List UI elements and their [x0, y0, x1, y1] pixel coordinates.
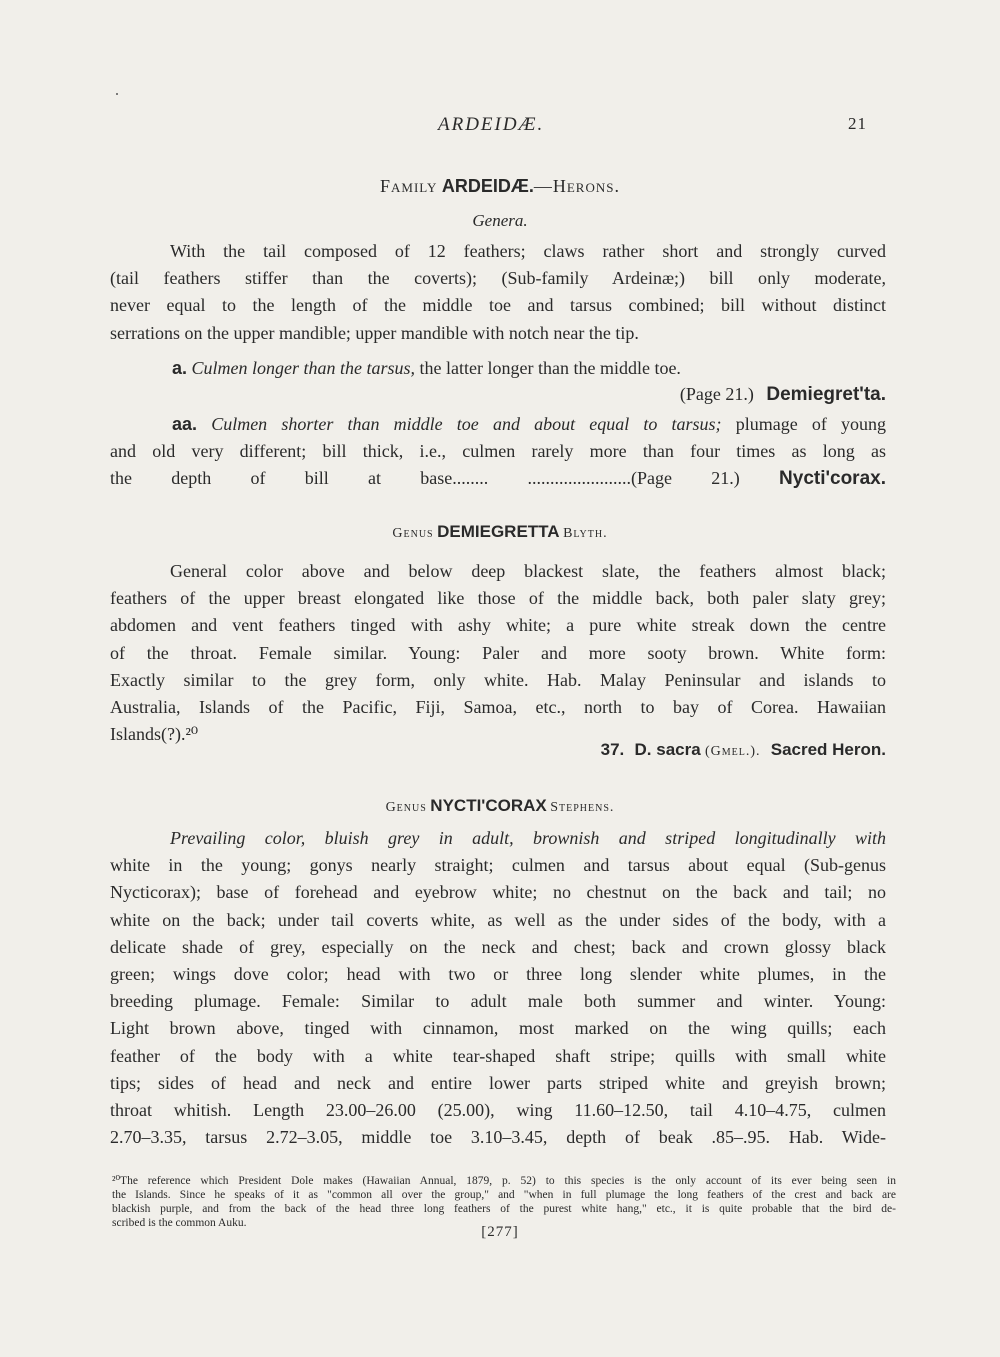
- desc-line: Nycticorax); base of forehead and eyebrow white; no chestnut on the back and tail; no: [110, 882, 886, 903]
- footer-page-number: [277]: [481, 1224, 519, 1240]
- key-a-page-ref: (Page 21.): [679, 384, 754, 404]
- desc-line: white on the back; under tail coverts white, as well as the under sides of the body, with a: [110, 909, 886, 930]
- desc-line: feathers of the upper breast elongated like those of the middle back, both paler slaty grey;: [110, 588, 886, 609]
- key-aa-marker: aa.: [172, 414, 198, 434]
- desc-line: Australia, Islands of the Pacific, Fiji, Samoa, etc., north to bay of Corea. Hawaiian: [110, 697, 886, 718]
- demiegretta-description: [110, 558, 886, 748]
- species-number: 37.: [600, 740, 625, 759]
- key-a-marker: a.: [172, 358, 188, 378]
- running-head: ARDEIDÆ.: [438, 114, 545, 135]
- intro-paragraph: [110, 238, 886, 347]
- species-entry: [110, 740, 886, 760]
- species-common-name: Sacred Heron.: [770, 740, 886, 759]
- desc-line: Light brown above, tinged with cinnamon, most marked on the wing quills; each: [110, 1018, 886, 1039]
- desc-line: feather of the body with a white tear-shaped shaft stripe; quills with small white: [110, 1045, 886, 1066]
- genus-author: Stephens.: [550, 800, 615, 815]
- family-name: ARDEIDÆ.: [441, 176, 534, 196]
- print-speck: [116, 93, 118, 95]
- genus-name: DEMIEGRETTA: [437, 522, 560, 541]
- family-suffix: —Herons.: [533, 176, 620, 196]
- key-aa-rest: plumage of young: [721, 414, 886, 434]
- desc-line: green; wings dove color; head with two or three long slender white plumes, in the: [110, 964, 886, 985]
- family-heading: [0, 176, 1000, 197]
- intro-line: (tail feathers stiffer than the coverts); (Sub-family Ardeinæ;) bill only moderate,: [110, 268, 886, 289]
- key-a: [172, 358, 681, 379]
- intro-line: With the tail composed of 12 feathers; claws rather short and strongly curved: [170, 241, 886, 261]
- key-a-ref: [110, 384, 886, 406]
- key-aa-genus: Nycti'corax.: [779, 468, 886, 490]
- genus-nycticorax-heading: [0, 796, 1000, 816]
- desc-line: General color above and below deep blackest slate, the feathers almost black;: [170, 561, 886, 581]
- desc-line: Prevailing color, bluish grey in adult, brownish and striped longitudinally with: [170, 828, 886, 848]
- desc-line: delicate shade of grey, especially on the neck and chest; back and crown glossy black: [110, 936, 886, 957]
- footnote: [112, 1174, 896, 1230]
- genus-demiegretta-heading: [0, 522, 1000, 542]
- genus-prefix: Genus: [392, 526, 434, 541]
- species-author: (Gmel.).: [704, 744, 761, 759]
- footnote-line: the Islands. Since he speaks of it as "common all over the group," and "when in full plumage the long feathers of the crest and back are: [112, 1189, 896, 1201]
- footnote-line: ²⁰The reference which President Dole makes (Hawaiian Annual, 1879, p. 52) to this species is the only account of its ever being seen in: [112, 1175, 896, 1187]
- genus-name: NYCTI'CORAX: [430, 796, 547, 815]
- footnote-line: scribed is the common Auku.: [112, 1217, 247, 1229]
- key-aa-italic: Culmen shorter than middle toe and about equal to tarsus;: [211, 414, 722, 434]
- footnote-line: blackish purple, and from the back of the head three long feathers of the purest white hang," etc., it is quite probable that the bird de-: [112, 1203, 896, 1215]
- desc-line: abdomen and vent feathers tinged with ashy white; a pure white streak down the centre: [110, 615, 886, 636]
- desc-line: 2.70–3.35, tarsus 2.72–3.05, middle toe 3.10–3.45, depth of beak .85–.95. Hab. Wide-: [110, 1127, 886, 1148]
- key-a-text: the latter longer than the middle toe.: [415, 358, 681, 378]
- key-aa: [110, 411, 886, 493]
- page-number: 21: [848, 114, 867, 133]
- genus-author: Blyth.: [563, 526, 608, 541]
- desc-line: Exactly similar to the grey form, only white. Hab. Malay Peninsular and islands to: [110, 669, 886, 690]
- species-name: D. sacra: [634, 740, 701, 759]
- desc-line: breeding plumage. Female: Similar to adult male both summer and winter. Young:: [110, 991, 886, 1012]
- key-aa-line3-text: the depth of bill at base........ .......................(Page 21.): [110, 468, 740, 489]
- genus-prefix: Genus: [385, 800, 427, 815]
- key-aa-line3: [110, 465, 886, 492]
- desc-line: Islands(?).²⁰: [110, 724, 199, 745]
- key-aa-line: [110, 411, 886, 438]
- intro-line: serrations on the upper mandible; upper mandible with notch near the tip.: [110, 322, 639, 343]
- family-prefix: Family: [380, 176, 438, 196]
- desc-line: white in the young; gonys nearly straight; culmen and tarsus about equal (Sub-genus: [110, 855, 886, 876]
- desc-line: of the throat. Female similar. Young: Paler and more sooty brown. White form:: [110, 642, 886, 663]
- desc-line: throat whitish. Length 23.00–26.00 (25.00), wing 11.60–12.50, tail 4.10–4.75, culmen: [110, 1100, 886, 1121]
- nycticorax-description: [110, 825, 886, 1151]
- genera-label: Genera.: [472, 211, 528, 230]
- key-a-genus: Demiegret'ta.: [766, 384, 886, 405]
- key-a-italic: Culmen longer than the tarsus,: [191, 358, 416, 378]
- key-aa-line: and old very different; bill thick, i.e., culmen rarely more than four times as long as: [110, 441, 886, 462]
- intro-line: never equal to the length of the middle toe and tarsus combined; bill without distinct: [110, 295, 886, 316]
- desc-line: tips; sides of head and neck and entire lower parts striped white and greyish brown;: [110, 1072, 886, 1093]
